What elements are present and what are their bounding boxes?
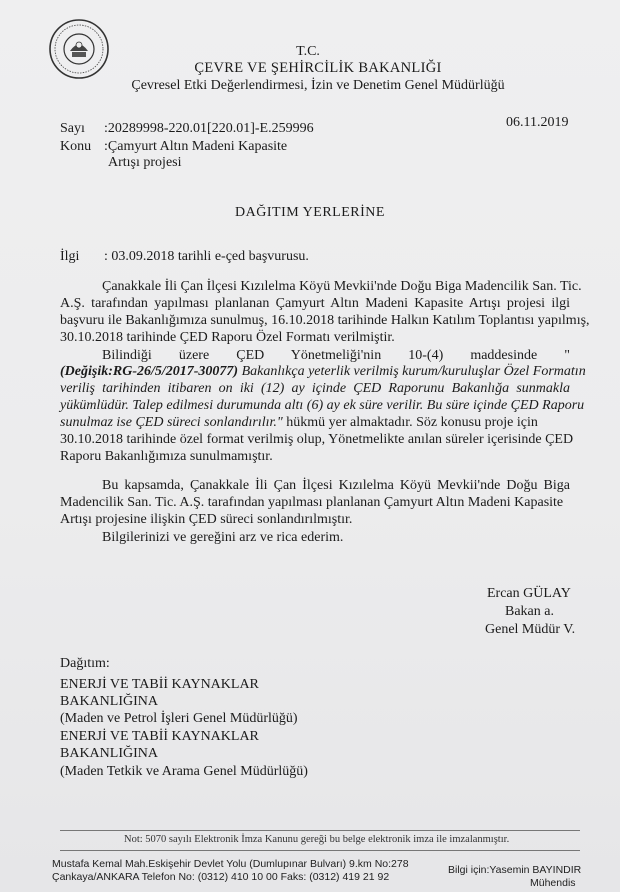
footer-address-line2: Çankaya/ANKARA Telefon No: (0312) 410 10 00 Faks: (0312) 419 21 92 [52, 871, 390, 883]
sayi-label: Sayı [60, 121, 85, 136]
para1-line1: Çanakkale İli Çan İlçesi Kızılelma Köyü Mevkii'nde Doğu Biga Madencilik San. Tic. [102, 279, 582, 294]
sayi-value: :20289998-220.01[220.01]-E.259996 [104, 121, 314, 136]
distribution-line: (Maden Tetkik ve Arama Genel Müdürlüğü) [60, 764, 308, 779]
para2-line5-rest: hükmü yer almaktadır. Söz konusu proje için [282, 415, 538, 430]
footer-contact-title: Mühendis [530, 877, 576, 889]
distribution-heading: Dağıtım: [60, 656, 110, 671]
footer-address-line1: Mustafa Kemal Mah.Eskişehir Devlet Yolu (Dumlupınar Bulvarı) 9.km No:278 [52, 858, 409, 870]
para2-amendment-ref: (Değişik:RG-26/5/2017-30077) [60, 364, 239, 379]
para2-quote-line3: veriliş tarihinden itibaren on iki (12) ay içinde ÇED Raporunu Bakanlığa sunmakla [60, 381, 570, 396]
para2-quote-end: sunulmaz ise ÇED süreci sonlandırılır." [60, 415, 283, 430]
para1-line4: 30.10.2018 tarihinde ÇED Raporu Özel Formatı verilmiştir. [60, 330, 395, 345]
header-tc: T.C. [296, 44, 320, 59]
konu-label: Konu [60, 139, 92, 154]
para2-quote-start: Bakanlıkça yeterlik verilmiş kurum/kuruluşlar Özel Formatın [238, 364, 586, 379]
footer-rule-bottom [60, 850, 580, 851]
ilgi-label: İlgi [60, 249, 80, 264]
para3-line2: Madencilik San. Tic. A.Ş. tarafından yapılması planlanan Çamyurt Altın Madeni Kapasite [60, 495, 564, 510]
para2-line7: Raporu Bakanlığımıza sunulmamıştır. [60, 449, 273, 464]
para2-line3 [60, 381, 570, 397]
para2-line2 [60, 364, 586, 380]
e-signature-note: Not: 5070 sayılı Elektronik İmza Kanunu gereği bu belge elektronik imza ile imzalanmıştır. [124, 834, 510, 845]
signatory-name: Ercan GÜLAY [487, 586, 571, 601]
signatory-role2: Genel Müdür V. [485, 622, 576, 637]
distribution-line: BAKANLIĞINA [60, 746, 158, 761]
konu-value-line1: :Çamyurt Altın Madeni Kapasite [104, 139, 288, 154]
distribution-line: (Maden ve Petrol İşleri Genel Müdürlüğü) [60, 711, 298, 726]
para2-line6: 30.10.2018 tarihinde özel format verilmiş olup, Yönetmelikte anılan süreler içerisinde ÇED [60, 432, 574, 447]
header-directorate: Çevresel Etki Değerlendirmesi, İzin ve Denetim Genel Müdürlüğü [131, 78, 505, 93]
para1-line2: A.Ş. tarafından yapılması planlanan Çamyurt Altın Madeni Kapasite Artışı projesi ilgi [60, 296, 570, 311]
para2-quote-line4: yükümlüdür. Talep edilmesi durumunda altı (6) ay ek süre verilir. Bu süre içinde ÇED Raporu [60, 398, 585, 413]
signatory-role1: Bakan a. [505, 604, 554, 619]
document-date: 06.11.2019 [506, 115, 569, 130]
para2-line4 [60, 398, 584, 414]
document-title: DAĞITIM YERLERİNE [235, 205, 385, 220]
para2-line1: Bilindiği üzere ÇED Yönetmeliği'nin 10-(4) maddesinde " [102, 348, 570, 363]
distribution-line: BAKANLIĞINA [60, 694, 158, 709]
ministry-seal-logo [48, 18, 110, 80]
para3-line1: Bu kapsamda, Çanakkale İli Çan İlçesi Kızılelma Köyü Mevkii'nde Doğu Biga [102, 478, 570, 493]
footer-rule-top [60, 830, 580, 831]
para2-line5 [60, 415, 538, 431]
konu-value-line2: Artışı projesi [108, 155, 182, 170]
distribution-line: ENERJİ VE TABİİ KAYNAKLAR [60, 677, 259, 692]
para4-closing: Bilgilerinizi ve gereğini arz ve rica ederim. [102, 530, 344, 545]
ilgi-value: : 03.09.2018 tarihli e-çed başvurusu. [104, 249, 309, 264]
para3-line3: Artışı projesine ilişkin ÇED süreci sonlandırılmıştır. [60, 512, 353, 527]
distribution-line: ENERJİ VE TABİİ KAYNAKLAR [60, 729, 259, 744]
header-ministry: ÇEVRE VE ŞEHİRCİLİK BAKANLIĞI [194, 60, 442, 76]
para1-line3: başvuru ile Bakanlığımıza sunulmuş, 16.10.2018 tarihinde Halkın Katılım Toplantısı yapılmış, [60, 313, 590, 328]
footer-contact-name: Bilgi için:Yasemin BAYINDIR [448, 864, 582, 876]
